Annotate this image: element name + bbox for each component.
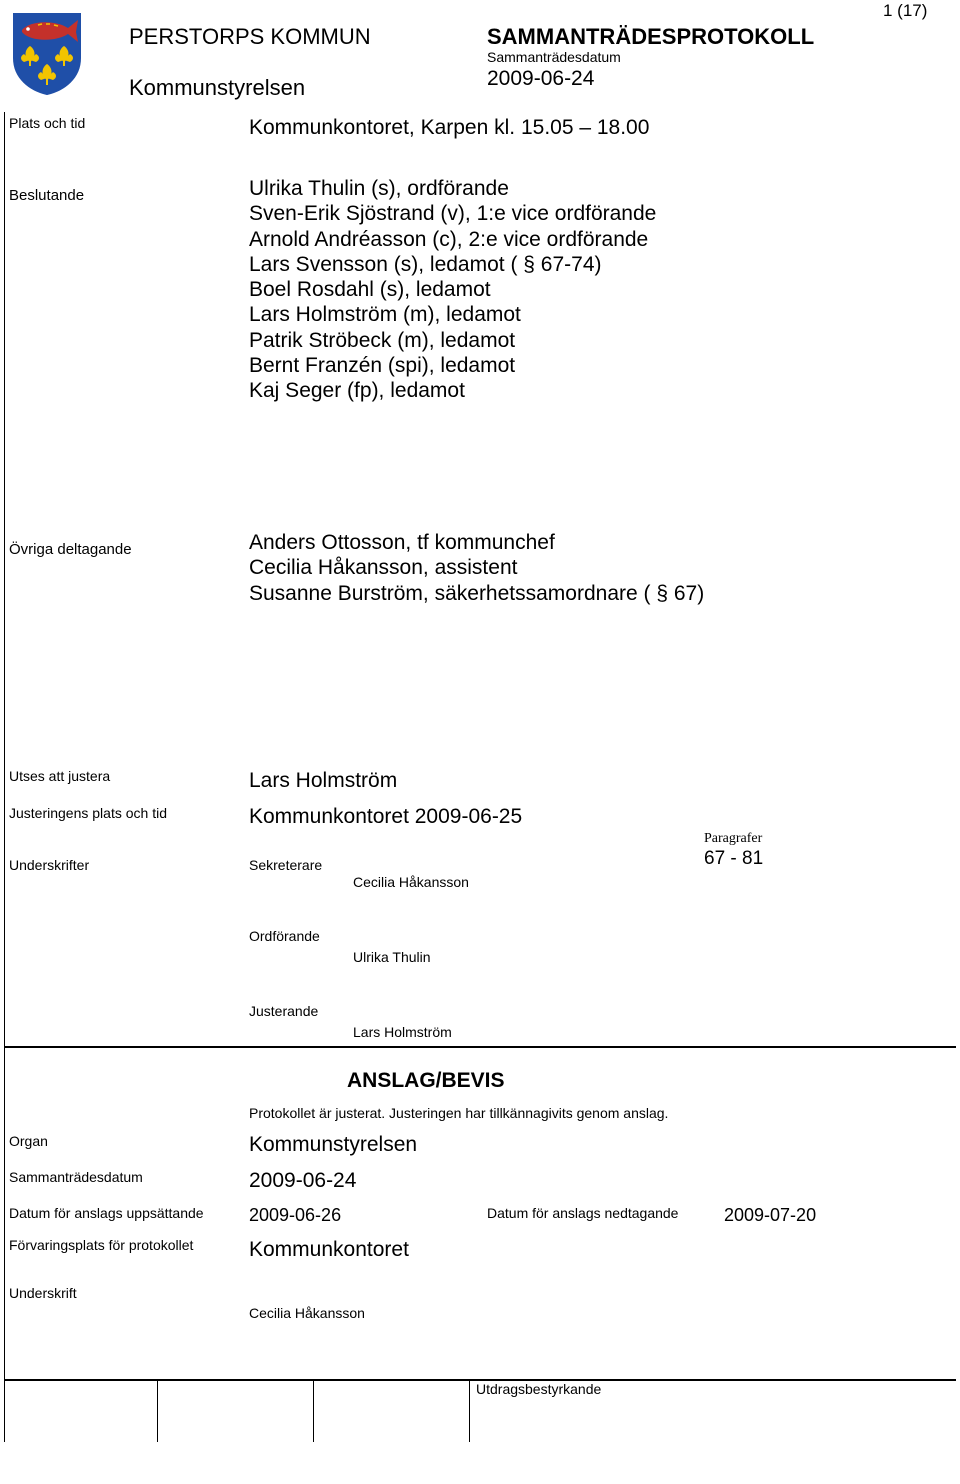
members-list	[249, 176, 656, 404]
member-item: Bernt Franzén (spi), ledamot	[249, 354, 516, 378]
footer-column-divider	[313, 1380, 314, 1442]
header-divider	[4, 112, 204, 113]
participant-item: Cecilia Håkansson, assistent	[249, 556, 518, 580]
member-item: Sven-Erik Sjöstrand (v), 1:e vice ordförande	[249, 202, 657, 226]
member-item: Ulrika Thulin (s), ordförande	[249, 177, 509, 200]
extract-label: Utdragsbestyrkande	[476, 1381, 602, 1397]
storage-label: Förvaringsplats för protokollet	[9, 1237, 194, 1253]
meeting-date: 2009-06-24	[487, 67, 595, 90]
signature-label: Underskrift	[9, 1285, 77, 1301]
notice-statement: Protokollet är justerat. Justeringen har tillkännagivits genom anslag.	[249, 1105, 669, 1121]
board-name: Kommunstyrelsen	[129, 75, 306, 100]
notice-title: ANSLAG/BEVIS	[347, 1069, 505, 1092]
posted-value: 2009-06-26	[249, 1205, 342, 1225]
chair-name: Ulrika Thulin	[353, 949, 431, 965]
coat-of-arms-logo	[12, 12, 82, 96]
adjust-place-label: Justeringens plats och tid	[9, 805, 167, 821]
chair-label: Ordförande	[249, 928, 320, 944]
organ-value: Kommunstyrelsen	[249, 1133, 418, 1156]
member-item: Arnold Andréasson (c), 2:e vice ordförande	[249, 227, 649, 251]
paragraphs-label: Paragrafer	[704, 831, 763, 846]
place-value: Kommunkontoret, Karpen kl. 15.05 – 18.00	[249, 116, 650, 139]
place-label: Plats och tid	[9, 115, 86, 131]
member-item: Lars Holmström (m), ledamot	[249, 303, 521, 327]
signature-name: Cecilia Håkansson	[249, 1305, 365, 1321]
deciding-label: Beslutande	[9, 187, 85, 204]
page-number: 1 (17)	[883, 1, 928, 20]
removed-value: 2009-07-20	[724, 1205, 817, 1225]
storage-value: Kommunkontoret	[249, 1238, 409, 1261]
left-border	[4, 112, 5, 1442]
member-item: Lars Svensson (s), ledamot ( § 67-74)	[249, 252, 602, 276]
others-label: Övriga deltagande	[9, 541, 132, 558]
member-item: Boel Rosdahl (s), ledamot	[249, 278, 491, 302]
notice-divider	[4, 1046, 956, 1048]
others-list	[249, 530, 704, 606]
member-item: Kaj Seger (fp), ledamot	[249, 379, 465, 403]
footer-column-divider	[469, 1380, 470, 1442]
member-item: Patrik Ströbeck (m), ledamot	[249, 328, 516, 352]
appointed-value: Lars Holmström	[249, 769, 398, 792]
document-type: SAMMANTRÄDESPROTOKOLL	[487, 24, 815, 49]
adjuster-name: Lars Holmström	[353, 1024, 452, 1040]
footer-column-divider	[157, 1380, 158, 1442]
organ-label: Organ	[9, 1133, 48, 1149]
paragraphs-value: 67 - 81	[704, 848, 764, 869]
posted-label: Datum för anslags uppsättande	[9, 1205, 204, 1221]
secretary-name: Cecilia Håkansson	[353, 874, 469, 890]
notice-date-label: Sammanträdesdatum	[9, 1169, 143, 1185]
removed-label: Datum för anslags nedtagande	[487, 1205, 679, 1221]
municipality-name: PERSTORPS KOMMUN	[129, 24, 371, 49]
participant-item: Susanne Burström, säkerhetssamordnare ( § 67)	[249, 581, 705, 605]
meeting-date-label: Sammanträdesdatum	[487, 49, 621, 65]
appointed-label: Utses att justera	[9, 768, 111, 784]
participant-item: Anders Ottosson, tf kommunchef	[249, 531, 555, 554]
signatures-label: Underskrifter	[9, 857, 90, 873]
notice-date-value: 2009-06-24	[249, 1169, 357, 1192]
secretary-label: Sekreterare	[249, 857, 323, 873]
adjust-place-value: Kommunkontoret 2009-06-25	[249, 805, 523, 828]
adjuster-label: Justerande	[249, 1003, 319, 1019]
